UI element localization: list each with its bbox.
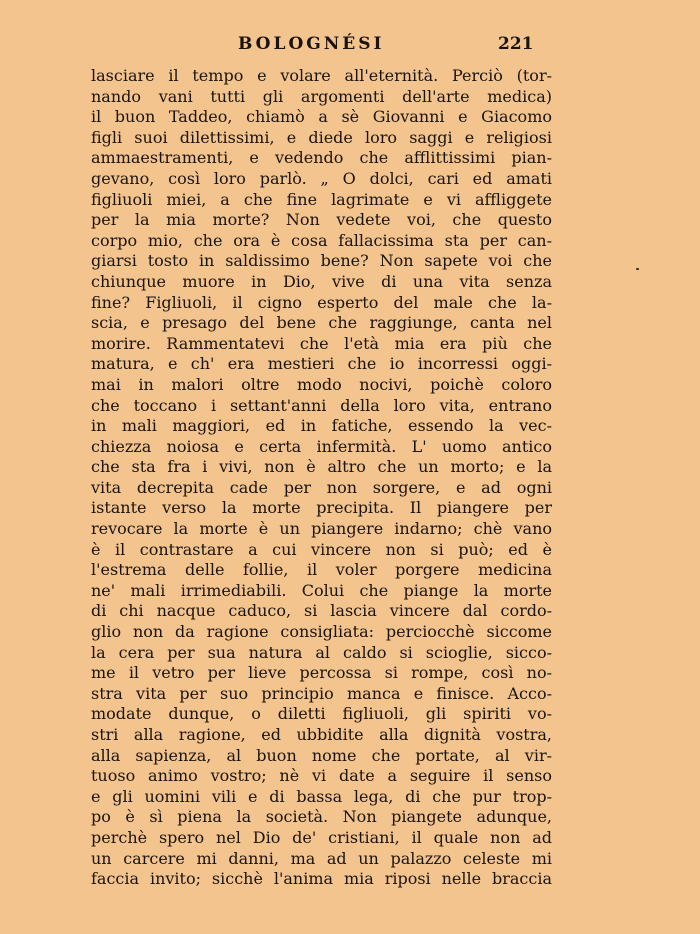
text-line: mai in malori oltre modo nocivi, poichè coloro [91,374,552,394]
body-text [91,66,552,890]
text-line: perchè spero nel Dio de' cristiani, il quale non ad [91,827,552,847]
running-head [0,34,700,58]
text-line: morire. Rammentatevi che l'età mia era più che [91,333,552,353]
text-line: per la mia morte? Non vedete voi, che questo [91,210,552,230]
text-line: un carcere mi danni, ma ad un palazzo celeste mi [91,848,552,868]
text-line: stra vita per suo principio manca e finisce. Acco- [91,683,552,703]
ink-speck [636,268,639,270]
text-line: chiezza noiosa e certa infermità. L' uomo antico [91,436,552,456]
text-line: la cera per sua natura al caldo si scioglie, sicco- [91,642,552,662]
text-line: l'estrema delle follie, il voler porgere medicina [91,560,552,580]
text-line: revocare la morte è un piangere indarno; chè vano [91,519,552,539]
text-line: nando vani tutti gli argomenti dell'arte medica) [91,86,552,106]
text-line: lasciare il tempo e volare all'eternità. Perciò (tor- [91,66,552,85]
text-line: po è sì piena la società. Non piangete adunque, [91,807,552,827]
text-line: è il contrastare a cui vincere non si può; ed è [91,539,552,559]
text-line: vita decrepita cade per non sorgere, e ad ogni [91,477,552,497]
text-line: alla sapienza, al buon nome che portate, al vir- [91,745,552,765]
text-line: che toccano i settant'anni della loro vita, entrano [91,395,552,415]
text-line: stri alla ragione, ed ubbidite alla dignità vostra, [91,725,552,744]
text-line: giarsi tosto in saldissimo bene? Non sapete voi che [91,251,552,271]
text-line: corpo mio, che ora è cosa fallacissima sta per can- [91,230,552,250]
text-line: fine? Figliuoli, il cigno esperto del male che la- [91,292,552,312]
text-line: ne' mali irrimediabili. Colui che piange la morte [91,580,552,600]
text-line: figli suoi dilettissimi, e diede loro saggi e religiosi [91,127,552,147]
text-line: gevano, così loro parlò. „ O dolci, cari ed amati [91,168,552,188]
text-line: modate dunque, o diletti figliuoli, gli spiriti vo- [91,704,552,724]
text-line: chiunque muore in Dio, vive di una vita senza [91,271,552,291]
text-line: di chi nacque caduco, si lascia vincere dal cordo- [91,601,552,621]
text-line: ammaestramenti, e vedendo che afflittissimi pian- [91,148,552,168]
text-line: scia, e presago del bene che raggiunge, canta nel [91,313,552,333]
page-number: 221 [498,34,534,54]
text-line: figliuoli miei, a che fine lagrimate e vi affliggete [91,189,552,209]
text-line: me il vetro per lieve percossa si rompe, così no- [91,663,552,683]
text-line: che sta fra i vivi, non è altro che un morto; e la [91,457,552,477]
text-line: glio non da ragione consigliata: perciocchè siccome [91,622,552,642]
text-line: in mali maggiori, ed in fatiche, essendo la vec- [91,416,552,436]
text-line: tuoso animo vostro; nè vi date a seguire il senso [91,766,552,786]
text-line: il buon Taddeo, chiamò a sè Giovanni e Giacomo [91,107,552,127]
text-line: e gli uomini vili e di bassa lega, di che pur trop- [91,786,552,806]
text-line: istante verso la morte precipita. Il piangere per [91,498,552,518]
text-line: matura, e ch' era mestieri che io incorressi oggi- [91,354,552,374]
text-line: faccia invito; sicchè l'anima mia riposi nelle braccia [91,869,552,889]
running-title: BOLOGNÉSI [238,34,385,54]
